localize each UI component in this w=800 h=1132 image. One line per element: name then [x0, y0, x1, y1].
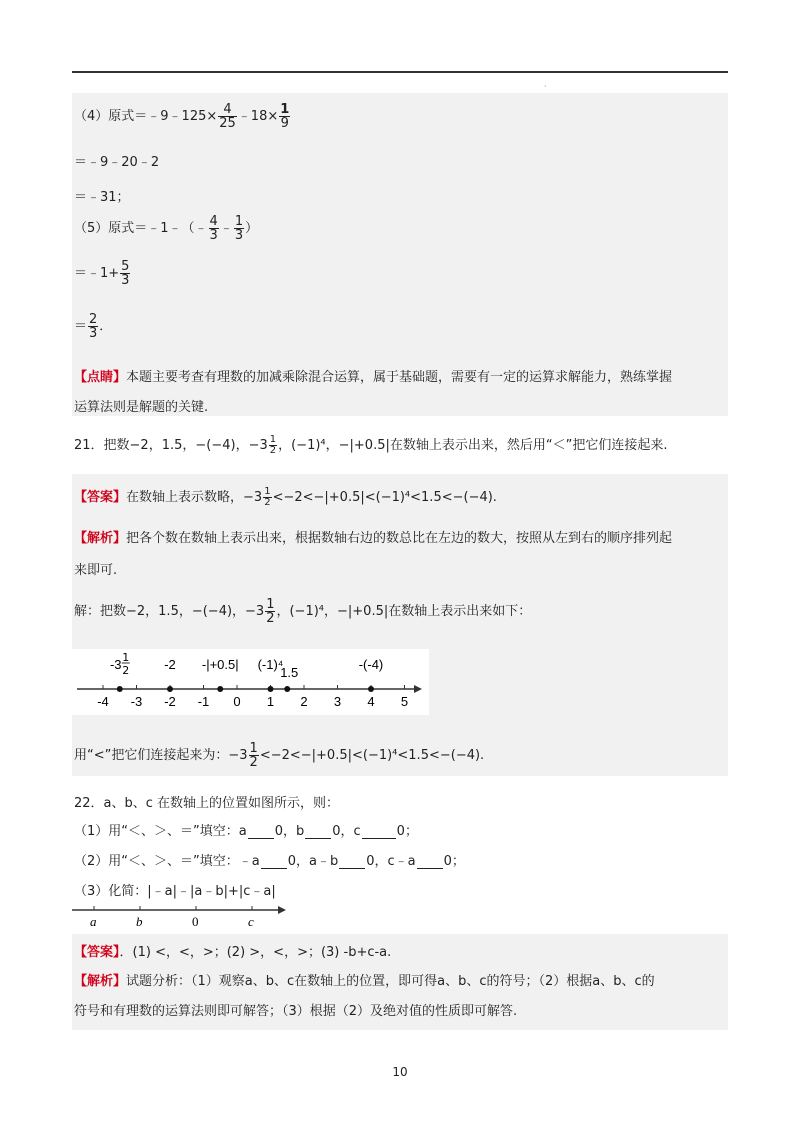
point-label: -2 — [164, 657, 176, 672]
fraction: $\frac{1}{9}$ — [280, 102, 290, 131]
analysis-21-line1: 【解析】把各个数在数轴上表示出来，根据数轴右边的数总比在左边的数大，按照从左到右的顺序排列起 — [74, 531, 673, 546]
sol4-mid: ﹣18× — [237, 109, 279, 124]
analysis-21-line2: 来即可. — [74, 563, 118, 578]
analysis-tag: 【解析】 — [74, 974, 127, 989]
header-rule — [72, 71, 728, 73]
answer-21: 【答案】在数轴上表示数略，−3 $\frac{1}{2}$ <−2<−|+0.5|<(−1)⁴<1.5<−(−4). — [74, 486, 497, 508]
abc-axis-arrow — [278, 906, 286, 914]
tick-label: -4 — [97, 694, 109, 709]
fraction: $\frac{1}{3}$ — [234, 214, 244, 243]
comment-line1: 【点睛】本题主要考查有理数的加减乘除混合运算，属于基础题，需要有一定的运算求解能力，熟练掌握 — [74, 370, 673, 385]
comment-tag: 【点睛】 — [74, 370, 127, 385]
blank[interactable] — [305, 826, 331, 839]
answer-tag: 【答案】 — [74, 490, 127, 505]
fraction: $\frac{1}{2}$ — [269, 434, 277, 456]
tick-label: 2 — [300, 694, 308, 709]
point-dot — [117, 686, 123, 692]
axis-arrow — [414, 685, 422, 693]
sol4-line — [74, 103, 291, 130]
tick-label: 4 — [367, 694, 375, 709]
answer-tag: 【答案】 — [74, 945, 120, 960]
sol4-step2: ＝﹣31； — [74, 190, 130, 205]
conclusion-21: 用“<”把它们连接起来为：−3 $\frac{1}{2}$ <−2<−|+0.5|<(−1)⁴<1.5<−(−4). — [74, 741, 485, 770]
blank[interactable] — [362, 826, 396, 839]
point-label: -3 — [109, 657, 122, 672]
point-label: -|+0.5| — [201, 657, 239, 672]
fraction: $\frac{4}{3}$ — [209, 214, 218, 243]
blank[interactable] — [339, 856, 365, 869]
page-number: 10 — [392, 1065, 408, 1079]
point-dot — [268, 686, 274, 692]
label-a: a — [90, 914, 97, 929]
point-dot — [167, 686, 173, 692]
fraction: $\frac{2}{3}$ — [89, 312, 98, 341]
abc-axis-figure — [72, 900, 288, 932]
sol5-label: （5）原式＝﹣1﹣（﹣ — [74, 221, 208, 236]
analysis-tag: 【解析】 — [74, 531, 127, 546]
sol4-step1: ＝﹣9﹣20﹣2 — [74, 155, 160, 170]
fraction: $\frac{1}{2}$ — [266, 597, 275, 626]
fraction: $\frac{1}{2}$ — [264, 486, 271, 508]
label-b: b — [136, 914, 143, 929]
point-label: -(-4) — [358, 657, 384, 672]
question-22: 22．a、b、c 在数轴上的位置如图所示，则： — [74, 796, 340, 811]
tick-label: 5 — [400, 694, 409, 709]
comment-line2: 运算法则是解题的关键. — [74, 400, 209, 415]
point-dot — [368, 686, 374, 692]
q22-part2: （2）用“＜、＞、＝”填空：﹣a 0，a﹣b 0，c﹣a 0； — [74, 854, 465, 869]
number-line-figure — [72, 649, 429, 715]
solution-21: 解：把数−2，1.5，−(−4)，−3 $\frac{1}{2}$ ，(−1)⁴，−|+0.5|在数轴上表示出来如下： — [74, 597, 532, 626]
tick-label: -1 — [197, 694, 210, 709]
fraction: $\frac{4}{25}$ — [219, 102, 236, 131]
tick-label: 0 — [233, 694, 241, 709]
fraction: $\frac{5}{3}$ — [121, 259, 130, 288]
fraction: $\frac{1}{2}$ — [249, 741, 258, 770]
header-mark: · — [544, 82, 547, 91]
tick-label: -3 — [130, 694, 143, 709]
point-label-den: 2 — [122, 664, 130, 677]
point-label: (-1)⁴ — [257, 657, 284, 672]
analysis-22-line1: 【解析】试题分析：（1）观察a、b、c在数轴上的位置，即可得a、b、c的符号；（2）根据a、b、c的 — [74, 974, 655, 989]
q22-part1: （1）用“＜、＞、＝”填空：a 0，b 0，c 0； — [74, 824, 418, 839]
sol5-line — [74, 215, 258, 242]
sol5-close: ） — [245, 221, 259, 236]
point-label: 1.5 — [280, 665, 299, 680]
number-line-svg — [72, 649, 429, 715]
sol5-mid: ﹣ — [219, 221, 233, 236]
point-dot — [217, 686, 223, 692]
point-dot — [284, 686, 290, 692]
analysis-22-line2: 符号和有理数的运算法则即可解答；（3）根据（2）及绝对值的性质即可解答. — [74, 1004, 518, 1019]
answer-22: 【答案】．(1) <，<，>；(2) >，<，>；(3) -b+c-a. — [74, 945, 392, 960]
blank[interactable] — [248, 826, 274, 839]
q22-part3: （3）化简：|﹣a|﹣|a﹣b|+|c﹣a| — [74, 884, 276, 899]
tick-label: -2 — [164, 694, 176, 709]
label-c: c — [248, 914, 254, 929]
answer-block-21 — [72, 474, 728, 776]
sol5-step1: ＝﹣1+ $\frac{5}{3}$ — [74, 259, 130, 288]
blank[interactable] — [261, 856, 287, 869]
tick-label: 1 — [266, 694, 275, 709]
tick-label: 3 — [333, 694, 342, 709]
blank[interactable] — [417, 856, 443, 869]
label-0: 0 — [192, 914, 199, 929]
sol5-step2: ＝ $\frac{2}{3}$ ． — [74, 312, 113, 341]
point-label-num: 1 — [122, 651, 130, 664]
question-21: 21．把数−2，1.5，−(−4)，−3 $\frac{1}{2}$ ，(−1)⁴，−|+0.5|在数轴上表示出来，然后用“＜”把它们连接起来. — [74, 434, 668, 456]
sol4-label: （4）原式＝﹣9﹣125× — [74, 109, 218, 124]
